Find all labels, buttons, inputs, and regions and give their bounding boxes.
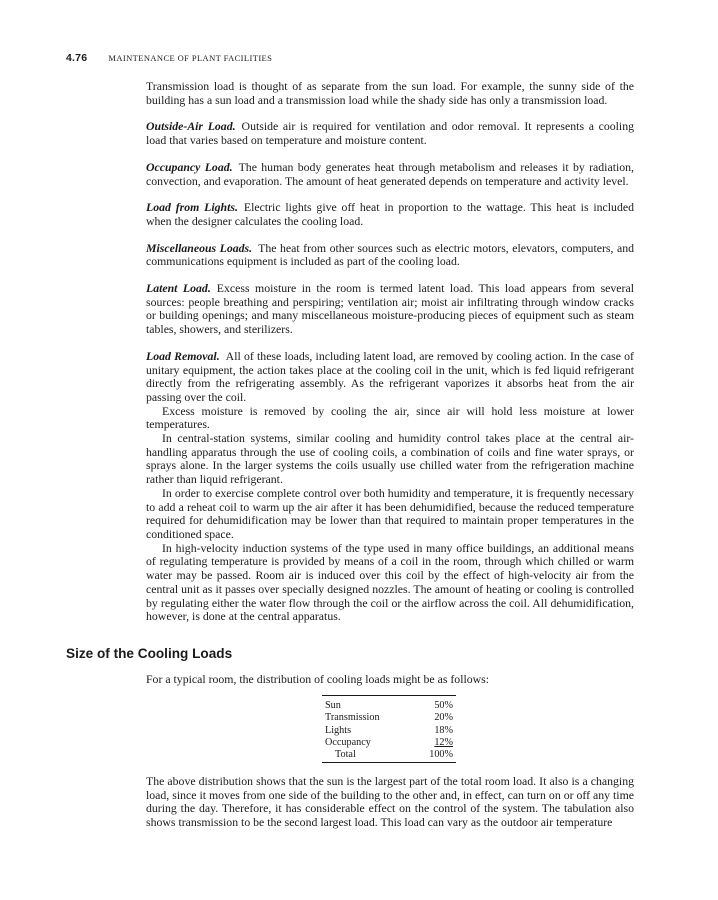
paragraph-lights xyxy=(146,201,634,228)
paragraph-load-removal xyxy=(146,350,634,405)
cooling-load-table xyxy=(322,695,456,763)
row-value: 18% xyxy=(434,724,453,736)
row-label: Transmission xyxy=(325,712,380,724)
paragraph-excess-moisture: Excess moisture is removed by cooling the air, since air will hold less moisture at lower temperatures. xyxy=(146,403,634,432)
run-in-heading: Load from Lights. xyxy=(146,200,238,215)
paragraph-text: Outside air is required for ventilation and odor removal. It represents a cooling load that varies based on temperature and moisture content. xyxy=(146,119,634,148)
paragraph-occupancy xyxy=(146,161,634,188)
paragraph-latent xyxy=(146,282,634,337)
run-in-heading: Load Removal. xyxy=(146,348,220,363)
paragraph-text: Electric lights give off heat in proportion to the wattage. This heat is included when the designer calculates the cooling load. xyxy=(146,200,634,228)
table-total-row xyxy=(322,749,456,761)
table-row xyxy=(322,700,456,712)
running-title: MAINTENANCE OF PLANT FACILITIES xyxy=(108,53,273,63)
section-heading: Size of the Cooling Loads xyxy=(66,646,233,661)
run-in-heading: Occupancy Load. xyxy=(146,159,233,174)
table-row xyxy=(322,725,456,737)
row-label: Sun xyxy=(325,700,341,711)
page-header xyxy=(66,52,272,64)
row-label: Occupancy xyxy=(325,736,371,748)
paragraph-reheat: In order to exercise complete control over both humidity and temperature, it is frequently necessary to add a reheat coil to warm up the air after it has been dehumidified, because the reduced temperature required for dehumidification may be lower than that required to maintain proper temperatures in the conditioned space. xyxy=(146,485,634,541)
paragraph-central-station: In central-station systems, similar cooling and humidity control takes place at the central air-handling apparatus through the use of cooling coils, a combination of coils and fine water sprays, or sprays alone. In the larger systems the coils usually use chilled water from the refrigeration machine rather than liquid refrigerant. xyxy=(146,431,634,487)
total-label: Total xyxy=(335,749,356,761)
paragraph-transmission: Transmission load is thought of as separate from the sun load. For example, the sunny side of the building has a sun load and a transmission load while the shady side has only a transmission load. xyxy=(146,79,634,107)
section-intro: For a typical room, the distribution of cooling loads might be as follows: xyxy=(146,672,490,686)
paragraph-text: The human body generates heat through metabolism and releases it by radiation, convection, and evaporation. The amount of heat generated depends on temperature and activity level. xyxy=(146,159,634,188)
run-in-heading: Outside-Air Load. xyxy=(146,119,236,134)
paragraph-text: All of these loads, including latent load, are removed by cooling action. In the case of unitary equipment, the action takes place at the cooling coil in the unit, which is fed liquid refrigerant directly from the refrigerating assembly. As the refrigerant vaporizes it absorbs heat from the air passing over the coil. xyxy=(146,348,634,404)
paragraph-distribution-discussion: The above distribution shows that the sun is the largest part of the total room load. It also is a changing load, since it moves from one side of the building to the other and, in effect, can turn on or off any time during the day. Therefore, it has considerable effect on the control of the system. The tabulation also shows transmission to be the second largest load. This load can vary as the outdoor air temperature xyxy=(146,774,634,830)
row-label: Lights xyxy=(325,724,352,736)
body-text xyxy=(146,80,634,624)
row-value: 50% xyxy=(434,700,453,711)
row-value: 12% xyxy=(434,736,453,748)
row-value: 20% xyxy=(434,712,453,724)
total-value: 100% xyxy=(429,749,453,761)
run-in-heading: Miscellaneous Loads. xyxy=(146,240,253,255)
table-row xyxy=(322,712,456,724)
paragraph-outside-air xyxy=(146,120,634,147)
table-row xyxy=(322,737,456,749)
paragraph-induction: In high-velocity induction systems of the type used in many office buildings, an additional means of regulating temperature is provided by means of a coil in the room, through which chilled or warm water may be passed. Room air is induced over this coil by the effect of high-velocity air from the central unit as it passes over specially designed nozzles. The amount of heating or cooling is controlled by regulating either the water flow through the coil or the airflow across the coil. All dehumidification, however, is done at the central apparatus. xyxy=(146,540,634,624)
page-number: 4.76 xyxy=(66,52,88,64)
paragraph-text: The heat from other sources such as electric motors, elevators, computers, and communications equipment is included as part of the cooling load. xyxy=(146,240,634,269)
run-in-heading: Latent Load. xyxy=(146,281,211,296)
paragraph-text: Excess moisture in the room is termed latent load. This load appears from several sources: people breathing and perspiring; ventilation air; moist air infiltrating through window cracks or building openings; and many miscellaneous moisture-producing pieces of equipment such as steam tables, showers, and sterilizers. xyxy=(146,281,634,337)
paragraph-misc xyxy=(146,242,634,269)
